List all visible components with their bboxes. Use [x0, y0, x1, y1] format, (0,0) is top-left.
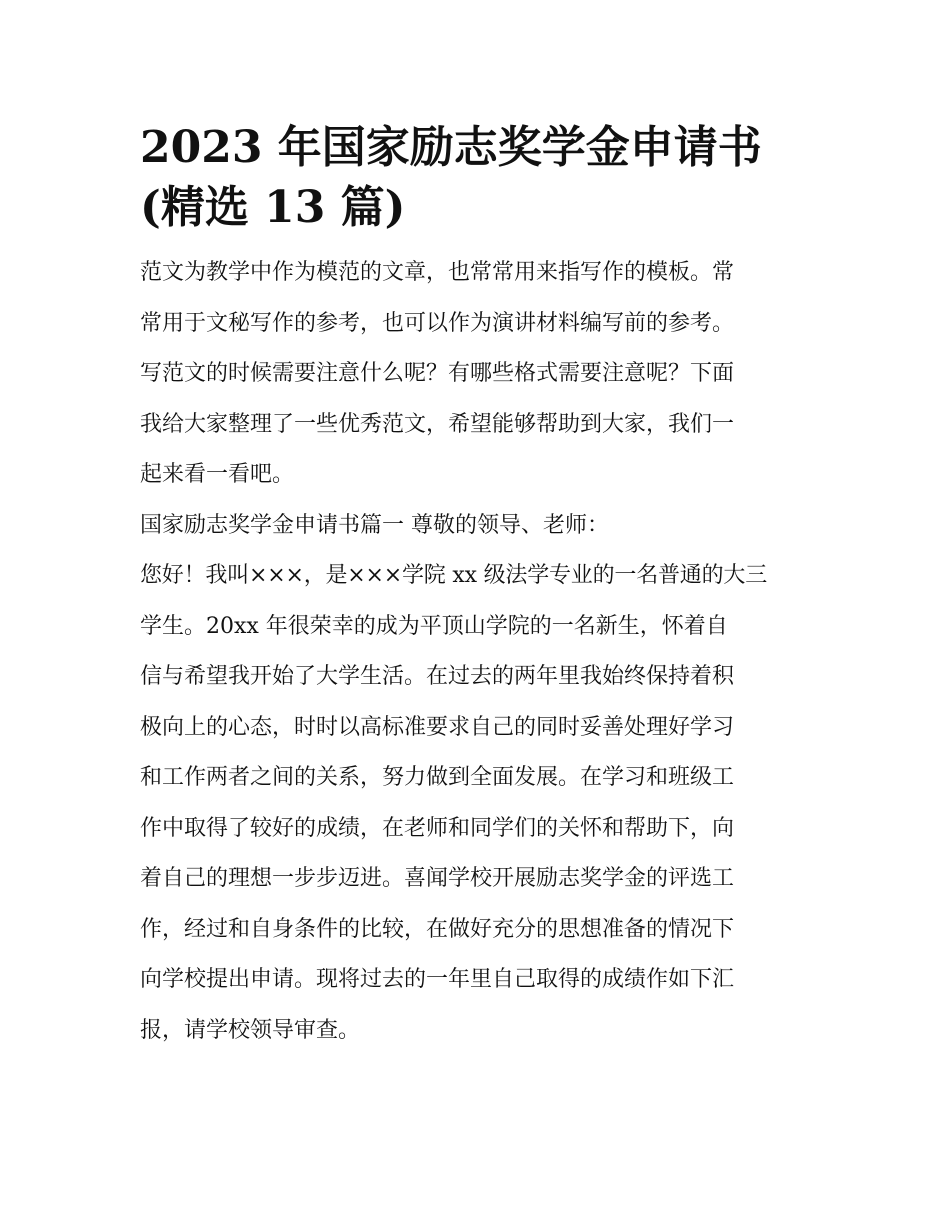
letter-paragraph — [140, 551, 812, 1056]
document-page — [140, 118, 812, 1056]
text-line: 您好！我叫×××，是×××学院 xx 级法学专业的一名普通的大三 — [140, 563, 768, 588]
text-line: 向学校提出申请。现将过去的一年里自己取得的成绩作如下汇 — [140, 967, 735, 992]
text-line: 写范文的时候需要注意什么呢？有哪些格式需要注意呢？下面 — [140, 361, 735, 386]
document-title — [140, 118, 812, 238]
text-line: 信与希望我开始了大学生活。在过去的两年里我始终保持着积 — [140, 664, 735, 689]
text-line: 报，请学校领导审查。 — [140, 1017, 361, 1043]
text-line: 范文为教学中作为模范的文章，也常常用来指写作的模板。常 — [140, 260, 735, 285]
text-line: 常用于文秘写作的参考，也可以作为演讲材料编写前的参考。 — [140, 310, 735, 336]
text-line: 和工作两者之间的关系，努力做到全面发展。在学习和班级工 — [140, 765, 735, 790]
text-line: 我给大家整理了一些优秀范文，希望能够帮助到大家，我们一 — [140, 411, 735, 437]
text-line: 起来看一看吧。 — [140, 462, 295, 487]
text-line: 作，经过和自身条件的比较，在做好充分的思想准备的情况下 — [140, 916, 735, 942]
text-line: 极向上的心态，时时以高标准要求自己的同时妥善处理好学习 — [140, 714, 735, 740]
text-line: 国家励志奖学金申请书篇一 尊敬的领导、老师： — [140, 512, 609, 538]
document-body — [140, 248, 812, 1056]
text-line: 作中取得了较好的成绩，在老师和同学们的关怀和帮助下，向 — [140, 815, 735, 841]
title-line: 2023 年国家励志奖学金申请书 — [140, 122, 762, 173]
section-heading — [140, 501, 812, 552]
title-line: (精选 13 篇) — [140, 182, 406, 233]
intro-paragraph — [140, 248, 812, 501]
text-line: 学生。20xx 年很荣幸的成为平顶山学院的一名新生，怀着自 — [140, 613, 728, 639]
text-line: 着自己的理想一步步迈进。喜闻学校开展励志奖学金的评选工 — [140, 866, 735, 891]
